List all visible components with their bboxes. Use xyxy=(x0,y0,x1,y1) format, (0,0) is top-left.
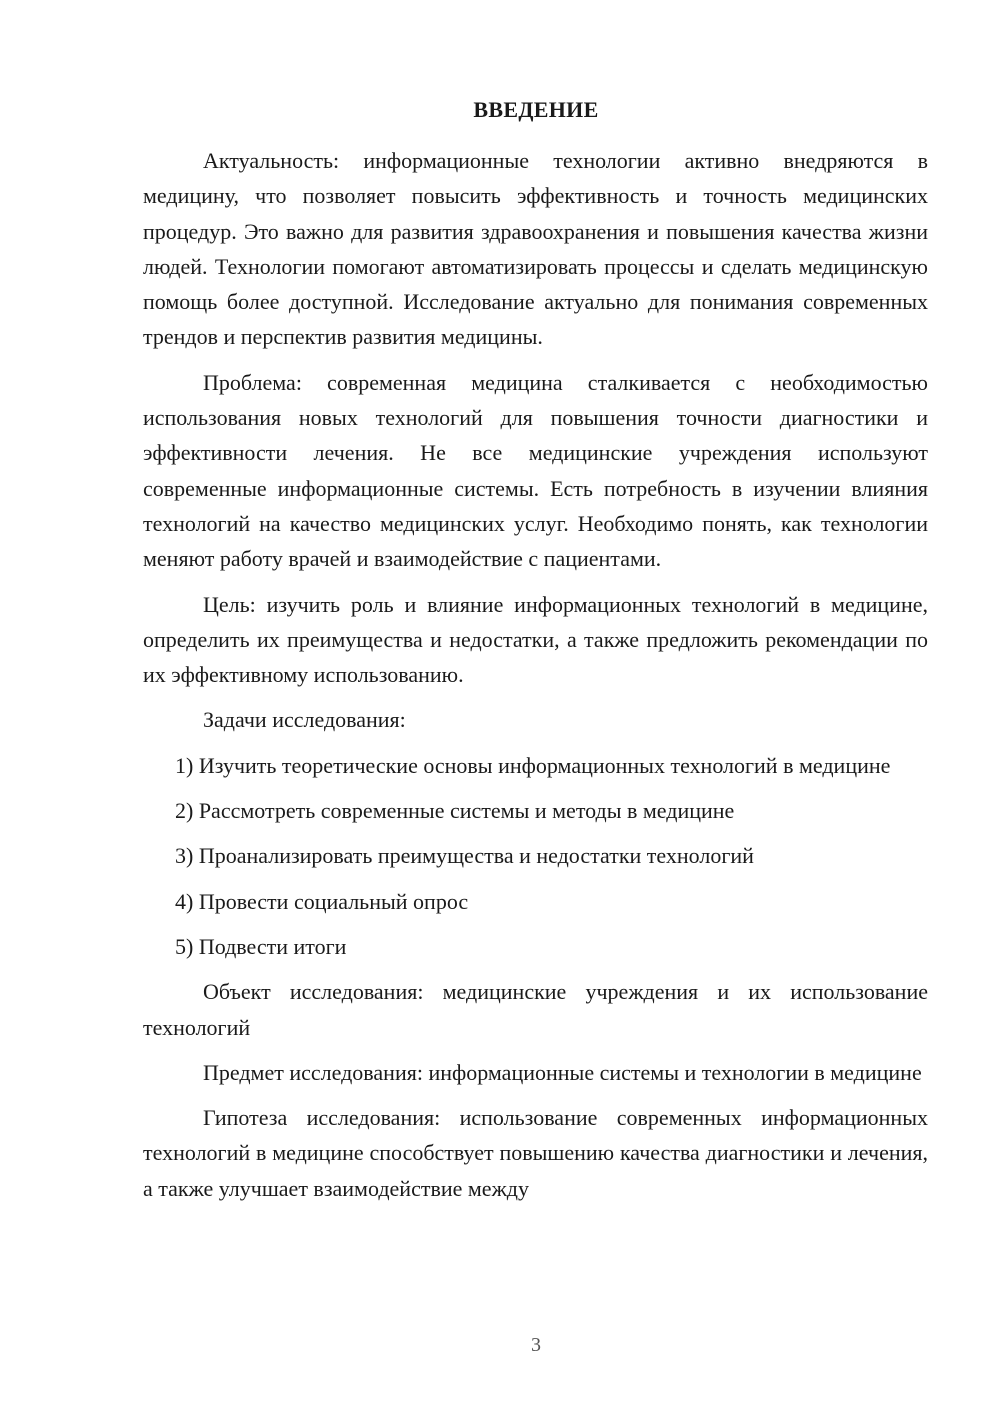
paragraph-hypothesis: Гипотеза исследования: использование современных информационных технологий в медицине способствует повышению качества диагностики и лечения, а также улучшает взаимодействие между xyxy=(143,1105,928,1201)
task-item-5: 5) Подвести итоги xyxy=(175,933,347,959)
page-title: ВВЕДЕНИЕ xyxy=(473,97,599,122)
paragraph-goal: Цель: изучить роль и влияние информационных технологий в медицине, определить их преимущества и недостатки, а также предложить рекомендации по их эффективному использованию. xyxy=(143,591,928,688)
page-number: 3 xyxy=(531,1334,541,1356)
task-item-2: 2) Рассмотреть современные системы и методы в медицине xyxy=(175,798,735,824)
task-item-1: 1) Изучить теоретические основы информационных технологий в медицине xyxy=(175,752,891,778)
task-item-3: 3) Проанализировать преимущества и недостатки технологий xyxy=(175,843,754,869)
paragraph-object: Объект исследования: медицинские учреждения и их использование технологий xyxy=(143,979,928,1040)
paragraph-relevance: Актуальность: информационные технологии активно внедряются в медицину, что позволяет повысить эффективность и точность медицинских процедур. Это важно для развития здравоохранения и повышения качества жизни людей. Технологии помогают автоматизировать процессы и сделать медицинскую помощь более доступной. Исследование актуально для понимания современных трендов и перспектив развития медицины. xyxy=(143,148,928,350)
document-body xyxy=(143,143,928,1216)
paragraph-subject: Предмет исследования: информационные системы и технологии в медицине xyxy=(203,1059,922,1085)
tasks-title: Задачи исследования: xyxy=(203,707,406,733)
task-item-4: 4) Провести социальный опрос xyxy=(175,888,469,914)
paragraph-problem: Проблема: современная медицина сталкивается с необходимостью использования новых технологий для повышения точности диагностики и эффективности лечения. Не все медицинские учреждения используют современные информационные системы. Есть потребность в изучении влияния технологий на качество медицинских услуг. Необходимо понять, как технологии меняют работу врачей и взаимодействие с пациентами. xyxy=(143,369,928,572)
